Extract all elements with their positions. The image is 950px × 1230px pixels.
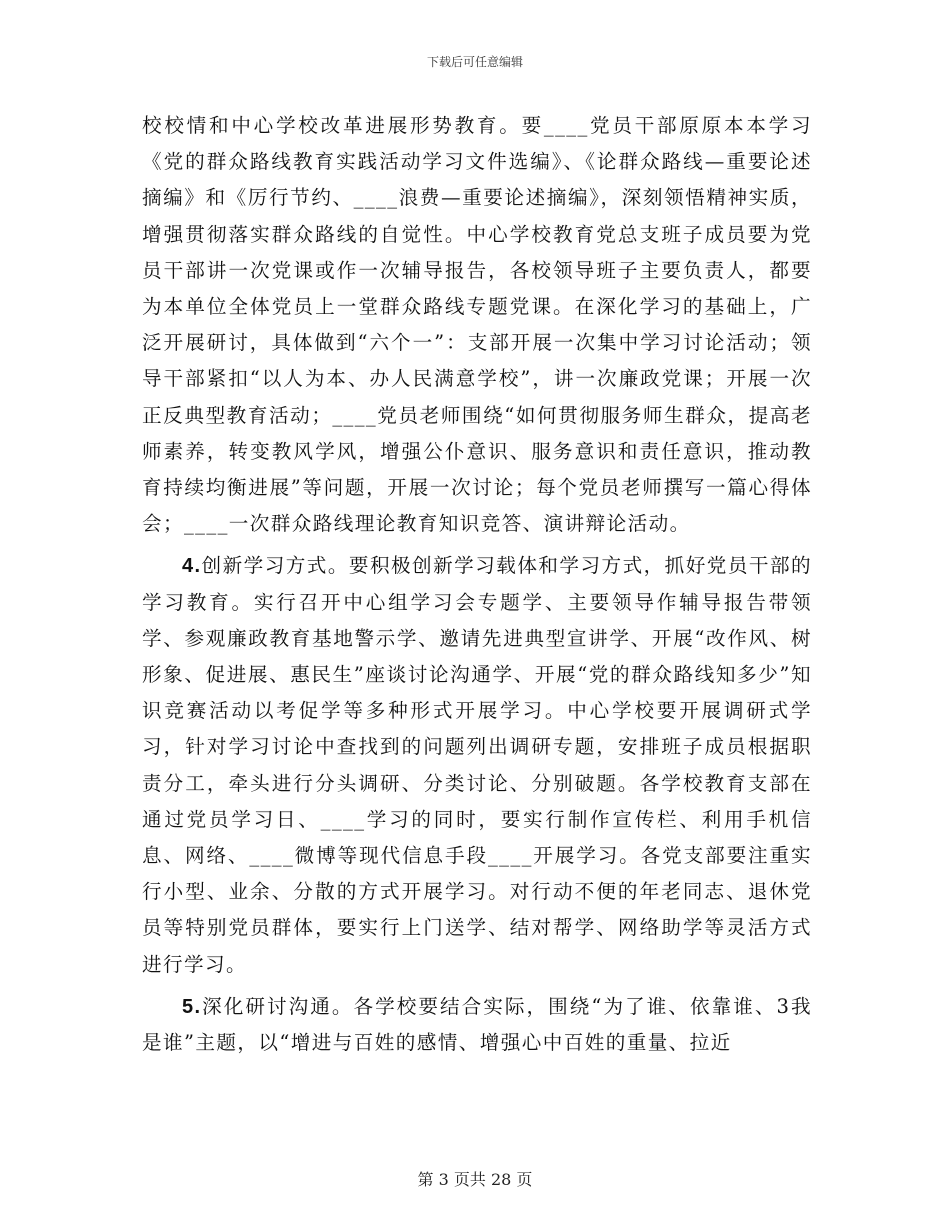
document-body: [142, 108, 812, 1061]
paragraph-text: 创新学习方式。要积极创新学习载体和学习方式，抓好党员干部的学习教育。实行召开中心组学习会专题学、主要领导作辅导报告带领学、参观廉政教育基地警示学、邀请先进典型宣讲学、开展“改作风、树形象、促进展、惠民生”座谈讨论沟通学、开展“党的群众路线知多少”知识竞赛活动以考促学等多种形式开展学习。中心学校要开展调研式学习，针对学习讨论中查找到的问题列出调研专题，安排班子成员根据职责分工，牵头进行分头调研、分类讨论、分别破题。各学校教育支部在通过党员学习日、____学习的同时，要实行制作宣传栏、利用手机信息、网络、____微博等现代信息手段____开展学习。各党支部要注重实行小型、业余、分散的方式开展学习。对行动不便的年老同志、退休党员等特别党员群体，要实行上门送学、结对帮学、网络助学等灵活方式进行学习。: [142, 554, 812, 976]
page-number-footer: 第 3 页共 28 页: [417, 1170, 533, 1189]
paragraph-text: 校校情和中心学校改革进展形势教育。要____党员干部原原本本学习《党的群众路线教育实践活动学习文件选编》、《论群众路线—重要论述摘编》和《厉行节约、____浪费—重要论述摘编》，深刻领悟精神实质，增强贯彻落实群众路线的自觉性。中心学校教育党总支班子成员要为党员干部讲一次党课或作一次辅导报告，各校领导班子主要负责人，都要为本单位全体党员上一堂群众路线专题党课。在深化学习的基础上，广泛开展研讨，具体做到“六个一”：支部开展一次集中学习讨论活动；领导干部紧扣“以人为本、办人民满意学校”，讲一次廉政党课；开展一次正反典型教育活动；____党员老师围绕“如何贯彻服务师生群众，提高老师素养，转变教风学风，增强公仆意识、服务意识和责任意识，推动教育持续均衡进展”等问题，开展一次讨论；每个党员老师撰写一篇心得体会；____一次群众路线理论教育知识竞答、演讲辩论活动。: [142, 114, 812, 536]
paragraph-item-4: [142, 548, 812, 982]
paragraph-number: 4.: [182, 555, 202, 578]
paragraph-number: 5.: [182, 995, 202, 1018]
page-header-note: 下载后可任意编辑: [426, 55, 523, 69]
paragraph-text: 深化研讨沟通。各学校要结合实际，围绕“为了谁、依靠谁、3我是谁”主题，以“增进与百姓的感情、增强心中百姓的重量、拉近: [142, 994, 812, 1055]
paragraph-continuation: [142, 108, 812, 542]
paragraph-item-5: [142, 989, 812, 1061]
